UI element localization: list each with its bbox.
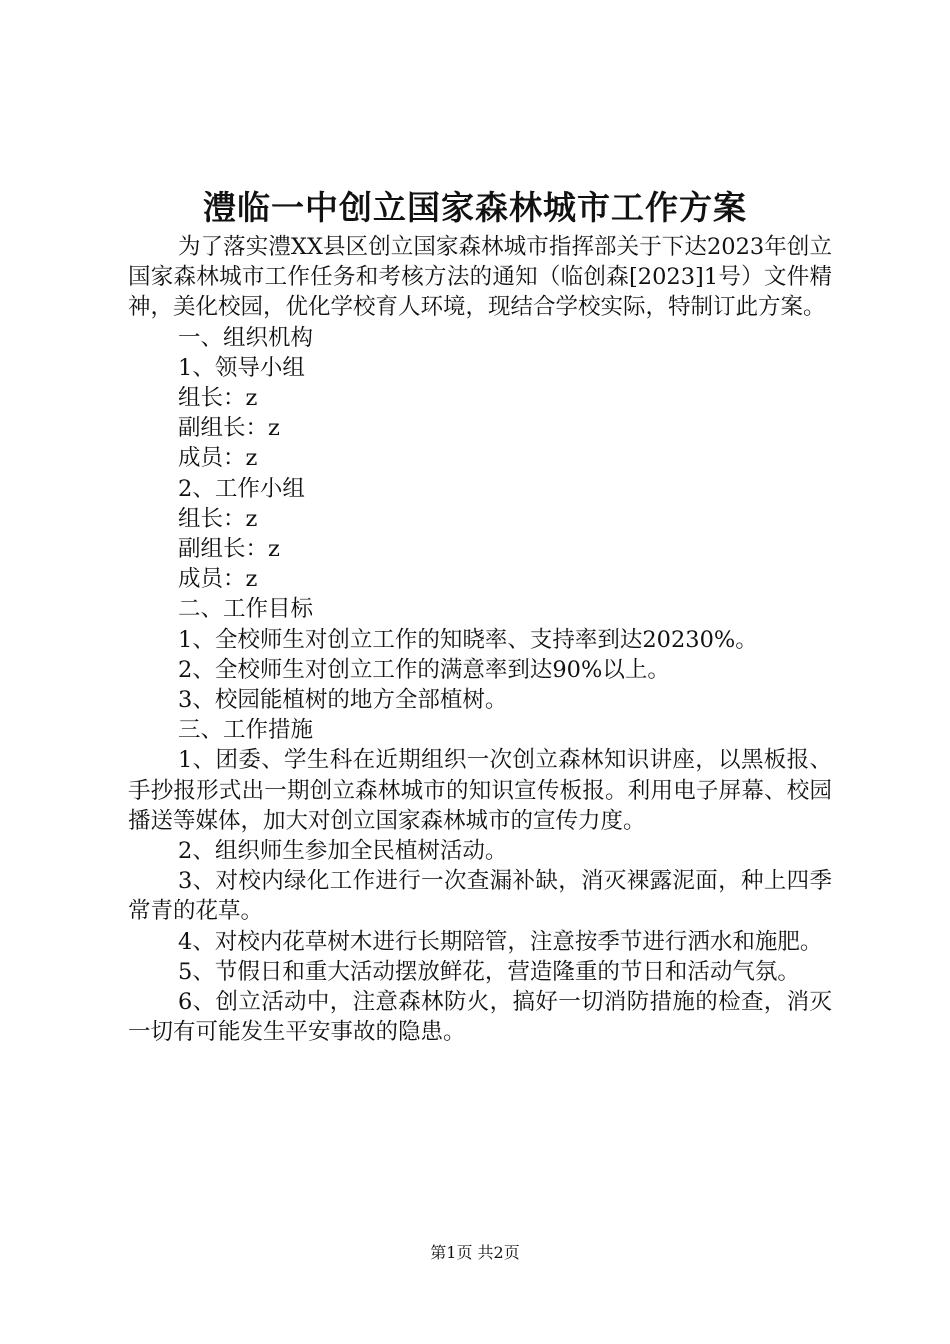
measure-item: 1、团委、学生科在近期组织一次创立森林知识讲座，以黑板报、手抄报形式出一期创立森林城市的知识宣传板报。利用电子屏幕、校园播送等媒体，加大对创立国家森林城市的宣传力度。 xyxy=(128,747,832,834)
measure-item: 2、组织师生参加全民植树活动。 xyxy=(178,838,508,865)
intro-paragraph: 为了落实澧XX县区创立国家森林城市指挥部关于下达2023年创立国家森林城市工作任务和考核方法的通知（临创森[2023]1号）文件精神，美化校园，优化学校育人环境，现结合学校实际，特制订此方案。 xyxy=(128,234,832,321)
leader-line: 组长：z xyxy=(178,505,258,532)
goal-item: 2、全校师生对创立工作的满意率到达90%以上。 xyxy=(178,656,670,683)
measure-item: 6、创立活动中，注意森林防火，搞好一切消防措施的检查，消灭一切有可能发生平安事故的隐患。 xyxy=(128,989,832,1046)
goal-item: 1、全校师生对创立工作的知晓率、支持率到达20230%。 xyxy=(178,626,758,653)
subheading-working-group: 2、工作小组 xyxy=(178,475,305,502)
section-heading-goals: 二、工作目标 xyxy=(178,596,314,623)
document-body xyxy=(128,232,832,1047)
page-footer: 第1页 共2页 xyxy=(430,1243,520,1262)
deputy-leader-line: 副组长：z xyxy=(178,415,280,442)
members-line: 成员：z xyxy=(178,566,258,593)
leader-line: 组长：z xyxy=(178,385,258,412)
measure-item: 4、对校内花草树木进行长期陪管，注意按季节进行洒水和施肥。 xyxy=(178,928,823,955)
subheading-leadership-group: 1、领导小组 xyxy=(178,354,305,381)
measure-item: 3、对校内绿化工作进行一次查漏补缺，消灭裸露泥面，种上四季常青的花草。 xyxy=(128,868,832,925)
measure-item: 5、节假日和重大活动摆放鲜花，营造隆重的节日和活动气氛。 xyxy=(178,958,800,985)
section-heading-organization: 一、组织机构 xyxy=(178,324,314,351)
deputy-leader-line: 副组长：z xyxy=(178,536,280,563)
members-line: 成员：z xyxy=(178,445,258,472)
document-title: 澧临一中创立国家森林城市工作方案 xyxy=(203,188,747,227)
section-heading-measures: 三、工作措施 xyxy=(178,717,314,744)
goal-item: 3、校园能植树的地方全部植树。 xyxy=(178,687,508,714)
